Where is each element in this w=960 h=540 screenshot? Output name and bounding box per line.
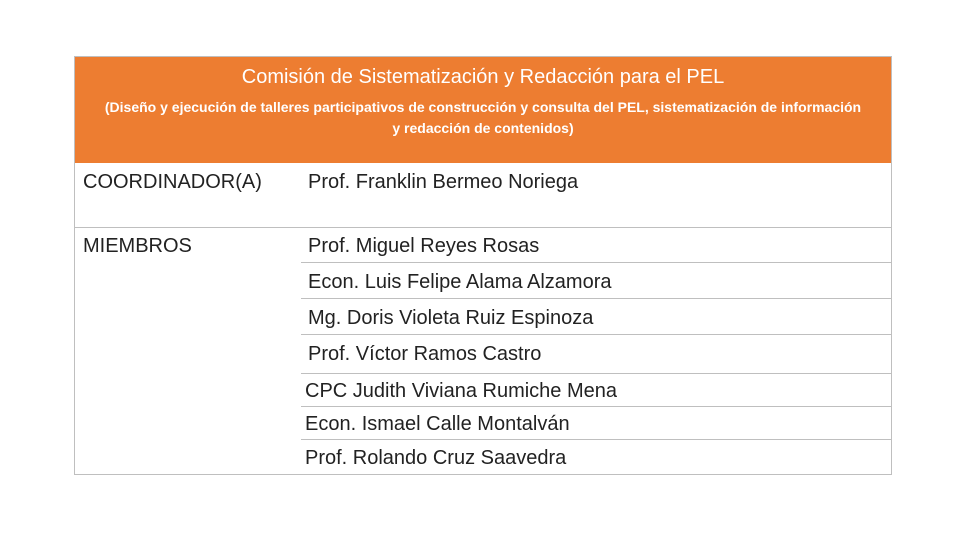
- member-name: Econ. Ismael Calle Montalván: [305, 413, 570, 435]
- table-header: [75, 57, 891, 163]
- member-name: Prof. Miguel Reyes Rosas: [308, 235, 540, 257]
- member-divider: [301, 298, 891, 299]
- member-divider: [301, 439, 891, 440]
- member-name: CPC Judith Viviana Rumiche Mena: [305, 380, 618, 402]
- members-label: MIEMBROS: [83, 235, 192, 257]
- member-divider: [301, 406, 891, 407]
- header-subtitle: (Diseño y ejecución de talleres participativos de construcción y consulta del PEL, sistematización de información y redacción de contenidos): [104, 99, 862, 136]
- member-name: Prof. Rolando Cruz Saavedra: [305, 447, 567, 469]
- coordinator-label: COORDINADOR(A): [83, 171, 262, 193]
- commission-table: [74, 56, 892, 475]
- coordinator-name: Prof. Franklin Bermeo Noriega: [308, 171, 579, 193]
- member-name: Mg. Doris Violeta Ruiz Espinoza: [308, 307, 594, 329]
- header-title: Comisión de Sistematización y Redacción para el PEL: [241, 66, 725, 88]
- member-divider: [301, 262, 891, 263]
- member-divider: [301, 334, 891, 335]
- row-divider: [75, 227, 891, 228]
- member-divider: [301, 373, 891, 374]
- member-name: Econ. Luis Felipe Alama Alzamora: [308, 271, 612, 293]
- member-name: Prof. Víctor Ramos Castro: [308, 343, 542, 365]
